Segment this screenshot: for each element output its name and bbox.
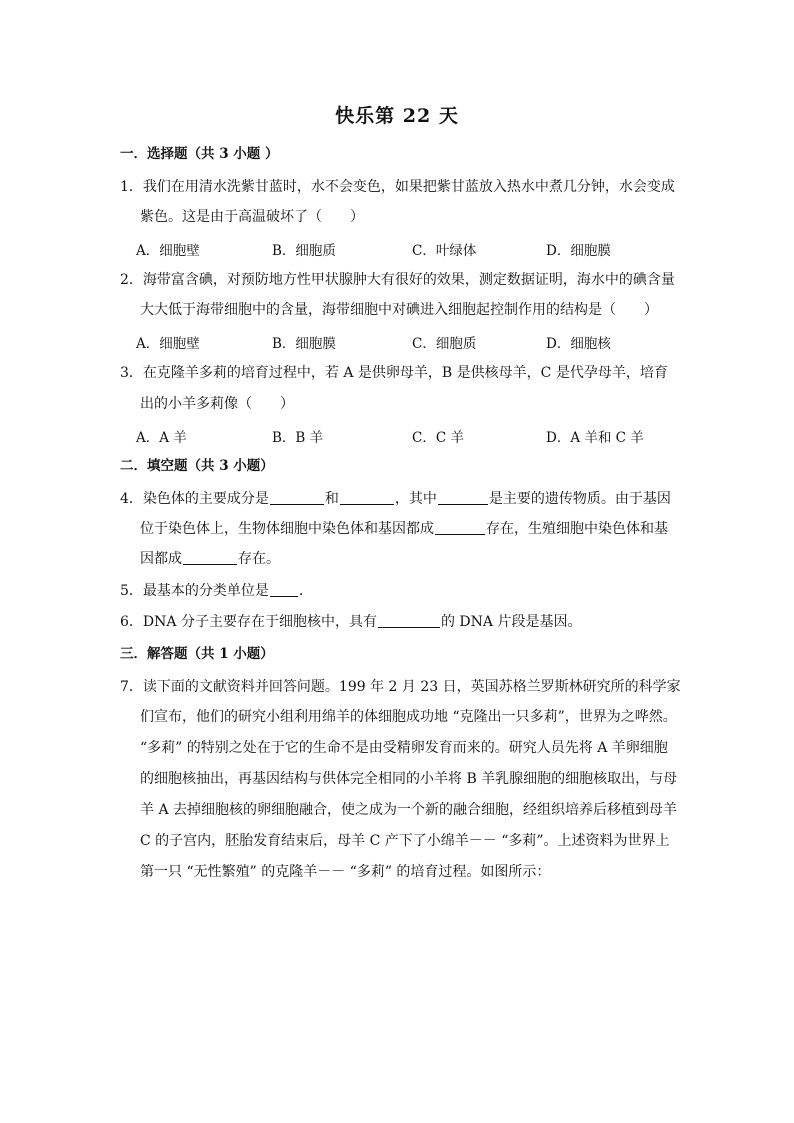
question-4-line-1 — [120, 489, 671, 509]
question-7-line-2: 们宣布，他们的研究小组利用绵羊的体细胞成功地 “克隆出一只多莉”，世界为之哗然。 — [140, 709, 677, 725]
answer-blank[interactable] — [183, 550, 237, 565]
question-1-line-1: 1．我们在用清水洗紫甘蓝时，水不会变色，如果把紫甘蓝放入热水中煮几分钟，水会变成 — [120, 179, 675, 195]
question-7-line-5: 羊 A 去掉细胞核的卵细胞融合，使之成为一个新的融合细胞，经组织培养后移植到母羊 — [140, 802, 678, 818]
question-4-text: 存在，生殖细胞中染色体和基 — [486, 521, 668, 537]
question-5-text: 5．最基本的分类单位是 — [120, 583, 269, 599]
question-2-option-c: C．细胞质 — [412, 336, 477, 352]
question-4-line-3 — [140, 549, 280, 569]
answer-blank[interactable] — [270, 490, 324, 505]
question-5-line — [120, 581, 303, 601]
answer-blank[interactable] — [340, 490, 394, 505]
question-3-option-d: D．A 羊和 C 羊 — [546, 430, 644, 446]
question-4-text: 存在。 — [238, 551, 280, 567]
question-2-option-d: D．细胞核 — [546, 336, 611, 352]
question-2-option-a: A．细胞壁 — [136, 336, 200, 352]
question-6-line — [120, 612, 581, 632]
question-3-line-2: 出的小羊多莉像（ ） — [140, 396, 294, 412]
question-1-option-c: C．叶绿体 — [412, 243, 477, 259]
question-7-line-7: 第一只 “无性繁殖” 的克隆羊－－ “多莉” 的培育过程。如图所示： — [140, 864, 551, 880]
answer-blank[interactable] — [435, 520, 485, 535]
answer-blank[interactable] — [270, 582, 298, 597]
section-heading-fill: 二．填空题（共 3 小题） — [120, 458, 274, 474]
question-2-option-b: B．细胞膜 — [272, 336, 336, 352]
question-4-text: ，其中 — [394, 491, 437, 507]
question-4-text: 4．染色体的主要成分是 — [120, 491, 269, 507]
question-4-line-2 — [140, 519, 668, 539]
question-3-line-1: 3．在克隆羊多莉的培育过程中，若 A 是供卵母羊，B 是供核母羊，C 是代孕母羊，培育 — [120, 365, 668, 381]
question-3-option-c: C．C 羊 — [412, 430, 464, 446]
question-4-text: 因都成 — [140, 551, 182, 567]
question-6-text: 6．DNA 分子主要存在于细胞核中，具有 — [120, 614, 377, 630]
question-4-text: 位于染色体上，生物体细胞中染色体和基因都成 — [140, 521, 434, 537]
section-heading-answer: 三．解答题（共 1 小题） — [120, 646, 274, 662]
question-7-line-6: C 的子宫内，胚胎发育结束后，母羊 C 产下了小绵羊－－ “多莉”。上述资料为世界上 — [140, 833, 670, 849]
question-7-line-1: 7．读下面的文献资料并回答问题。199 年 2 月 23 日，英国苏格兰罗斯林研究所的科学家 — [120, 679, 681, 695]
question-2-line-1: 2．海带富含碘，对预防地方性甲状腺肿大有很好的效果，测定数据证明，海水中的碘含量 — [120, 272, 675, 288]
question-6-text: 的 DNA 片段是基因。 — [440, 614, 582, 630]
question-3-option-b: B．B 羊 — [272, 430, 324, 446]
answer-blank[interactable] — [438, 490, 488, 505]
question-1-option-d: D．细胞膜 — [546, 243, 611, 259]
question-7-line-4: 的细胞核抽出，再基因结构与供体完全相同的小羊将 B 羊乳腺细胞的细胞核取出，与母 — [140, 771, 678, 787]
section-heading-choice: 一．选择题（共 3 小题 ） — [120, 146, 279, 162]
question-4-text: 是主要的遗传物质。由于基因 — [488, 491, 671, 507]
question-1-option-b: B．细胞质 — [272, 243, 336, 259]
page-title: 快乐第 22 天 — [335, 105, 459, 127]
question-2-line-2: 大大低于海带细胞中的含量，海带细胞中对碘进入细胞起控制作用的结构是（ ） — [140, 302, 658, 318]
question-1-option-a: A．细胞壁 — [136, 243, 200, 259]
question-7-line-3: “多莉” 的特别之处在于它的生命不是由受精卵发育而来的。研究人员先将 A 羊卵细胞 — [140, 740, 668, 756]
question-4-text: 和 — [324, 491, 339, 507]
question-3-option-a: A．A 羊 — [136, 430, 187, 446]
question-5-text: . — [298, 583, 304, 599]
answer-blank[interactable] — [378, 613, 440, 628]
question-1-line-2: 紫色。这是由于高温破坏了（ ） — [140, 209, 364, 225]
